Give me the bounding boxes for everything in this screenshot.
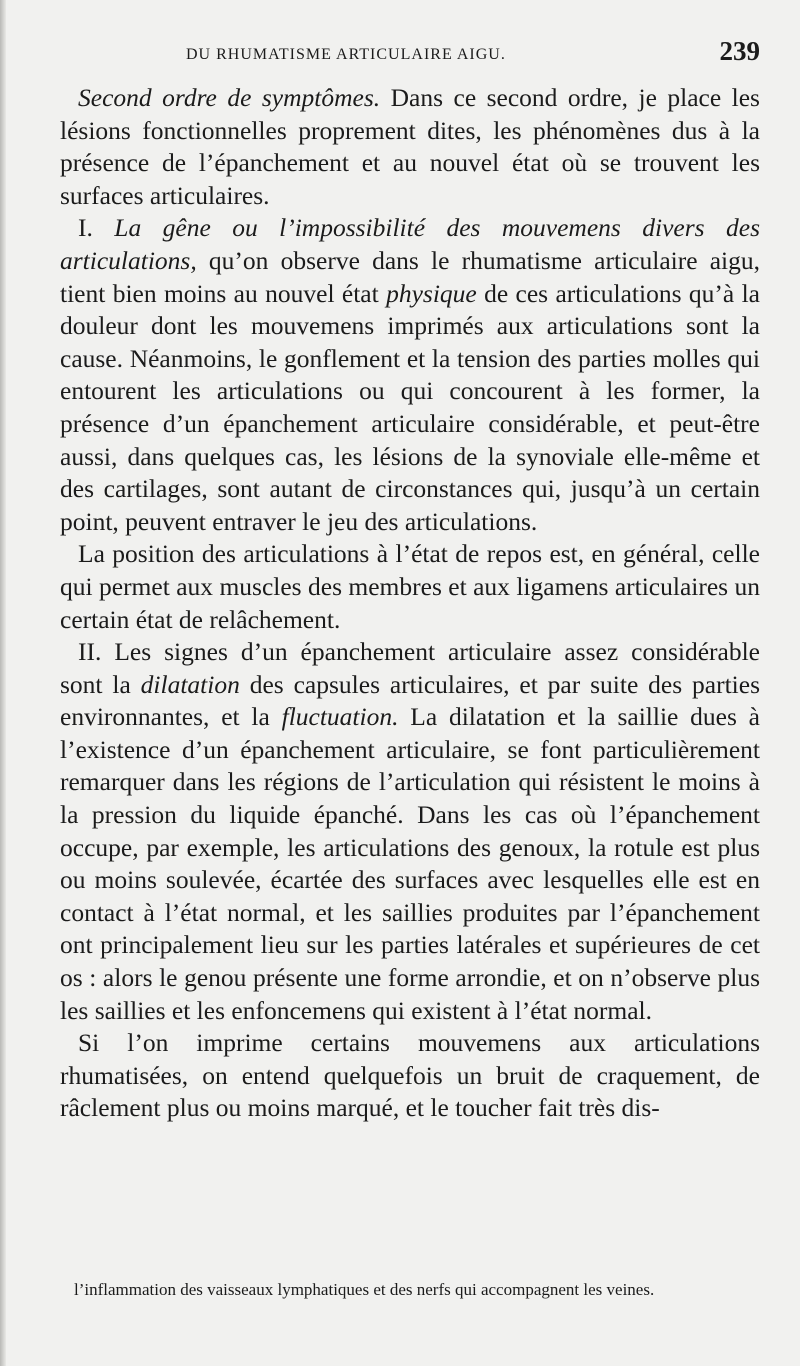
running-head: DU RHUMATISME ARTICULAIRE AIGU. [186,46,506,63]
paragraph-text: Dans ce second ordre, je place les lésions fonctionnelles proprement dites, les phénomènes dus à la présence de l’épanchement et au nouvel état où se trouvent les surfaces articulaires. [60,83,760,210]
page-number: 239 [719,36,760,66]
paragraph-text: La position des articulations à l’état de repos est, en général, celle qui permet aux muscles des membres et aux ligamens articulaires un certain état de relâchement. [60,539,760,634]
paragraph-text: Si l’on imprime certains mouvemens aux articulations rhumatisées, on entend quelquefois un bruit de craquement, de râclement plus ou moins marqué, et le toucher fait très dis- [60,1028,760,1123]
body-text [60,82,760,1125]
italic-word: physique [386,278,477,308]
paragraph-text: II. Les signes d’un épanchement articulaire assez considérable sont la [60,637,760,699]
page-edge [0,0,6,1366]
paragraph-text: qu’on observe dans le rhumatisme articulaire aigu, tient bien moins au nouvel état [60,245,760,308]
paragraph-point-two [60,636,760,1027]
paragraph-position [60,538,760,636]
italic-phrase: La gêne ou l’impossibilité des mouvemens divers des articulations, [60,213,760,275]
paragraph-second-order [60,82,760,212]
paragraph-text: La dilatation et la saillie dues à l’existence d’un épanchement articulaire, se font particulièrement remarquer dans les régions de l’articulation qui résistent le moins à la pression du liquide épanché. Dans les cas où l’épanchement occupe, par exemple, les articulations des genoux, la rotule est plus ou moins soulevée, écartée des surfaces avec lesquelles elle est en contact à l’état normal, et les saillies produites par l’épanchement ont principalement lieu sur les parties latérales et supérieures de cet os : alors le genou présente une forme arrondie, et on n’observe plus les saillies et les enfoncemens qui existent à l’état normal. [60,702,760,1025]
paragraph-point-one [60,212,760,538]
italic-word: fluctuation. [281,702,399,732]
italic-word: dilatation [140,669,240,699]
page-header [62,36,760,76]
paragraph-text: des capsules articulaires, et par suite des parties environnantes, et la [60,669,760,732]
numeral: I. [78,213,115,243]
paragraph-text: de ces articulations qu’à la douleur dont les mouvemens imprimés aux articulations sont la cause. Néanmoins, le gonflement et la tension des parties molles qui entourent les articulations ou qui concourent à les former, la présence d’un épanchement articulaire considérable, et peut-être aussi, dans quelques cas, les lésions de la synoviale elle-même et des cartilages, sont autant de circonstances qui, jusqu’à un certain point, peuvent entraver le jeu des articulations. [60,278,760,536]
footnote: l’inflammation des vaisseaux lymphatiques et des nerfs qui accompagnent les veines. [74,1280,655,1299]
section-heading-italic: Second ordre de symptômes. [78,83,381,112]
paragraph-movements [60,1027,760,1125]
